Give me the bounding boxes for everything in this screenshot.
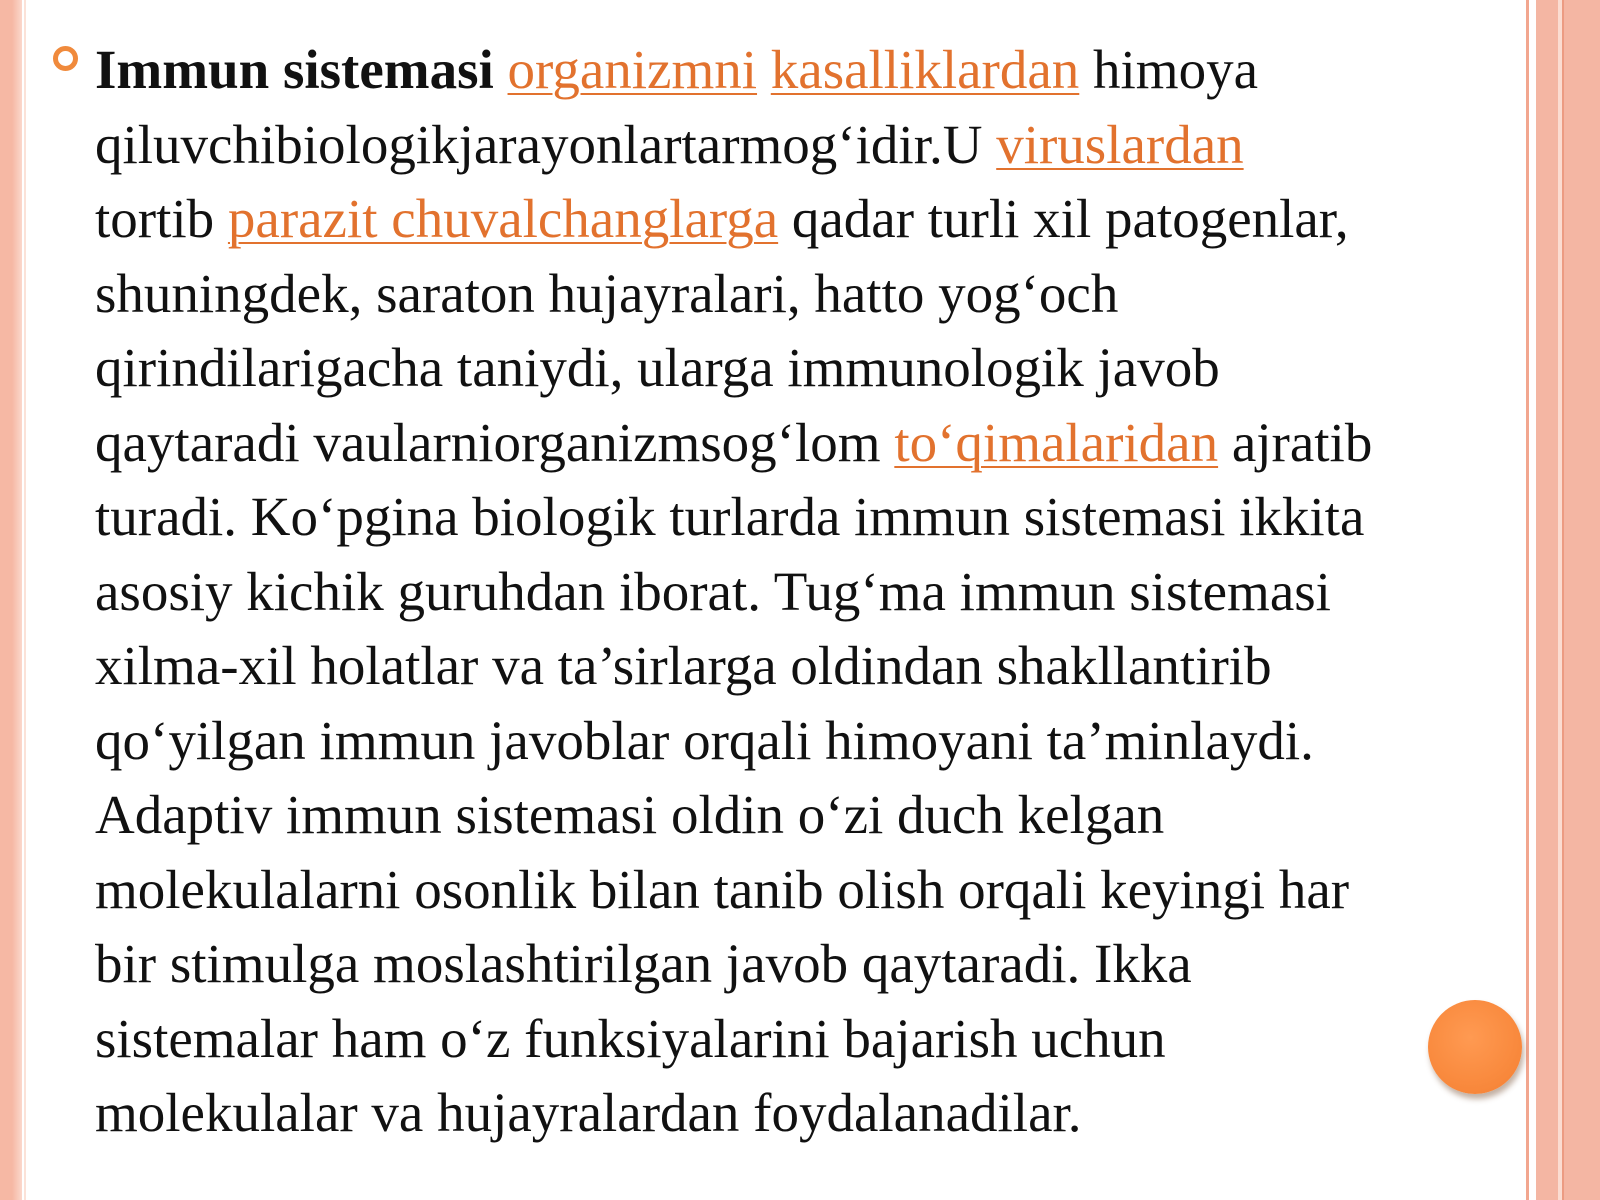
text-segment: bir stimulga moslashtirilgan javob qaytaradi. Ikka [95, 933, 1192, 994]
hyperlink[interactable]: viruslardan [996, 113, 1244, 175]
text-segment: turadi. Ko‘pgina biologik turlarda immun sistemasi ikkita [95, 486, 1365, 547]
text-line [95, 33, 1535, 108]
hyperlink[interactable]: organizmni [507, 39, 758, 100]
orange-circle-decoration [1428, 1000, 1522, 1094]
text-line [95, 704, 1535, 779]
text-line [95, 629, 1535, 704]
hyperlink[interactable]: kasalliklardan [770, 39, 1080, 100]
hyperlink[interactable]: to‘qimalaridan [894, 411, 1219, 473]
text-segment: Adaptiv immun sistemasi oldin o‘zi duch kelgan [95, 784, 1165, 845]
text-segment [757, 39, 771, 100]
text-line [95, 331, 1535, 406]
text-segment: tortib [95, 188, 228, 249]
text-line [95, 480, 1535, 555]
right-frame-line [1562, 0, 1564, 1200]
text-line [95, 1076, 1535, 1151]
text-segment: molekulalarni osonlik bilan tanib olish orqali keyingi har [95, 858, 1350, 920]
text-segment: ajratib [1218, 411, 1373, 473]
slide-heading-term: Immun sistemasi [95, 39, 494, 100]
text-segment: qiluvchibiologikjarayonlartarmog‘idir.U [95, 113, 997, 175]
text-segment: qaytaradi vaularniorganizmsog‘lom [95, 411, 895, 473]
text-segment: qirindilarigacha taniydi, ularga immunologik javob [95, 337, 1220, 398]
hollow-circle-bullet-icon [53, 46, 78, 71]
text-segment: shuningdek, saraton hujayralari, hatto yog‘och [95, 262, 1119, 324]
text-line [95, 927, 1535, 1002]
text-line [95, 1002, 1535, 1077]
text-segment: qadar turli xil patogenlar, [778, 188, 1349, 249]
text-line [95, 406, 1535, 481]
text-segment [494, 39, 508, 100]
text-segment: xilma-xil holatlar va ta’sirlarga oldindan shakllantirib [95, 635, 1272, 696]
text-line [95, 182, 1535, 257]
text-line [95, 778, 1535, 853]
text-segment: asosiy kichik guruhdan iborat. Tug‘ma immun sistemasi [95, 560, 1331, 622]
hyperlink[interactable]: parazit chuvalchanglarga [227, 188, 779, 249]
left-frame-bar [0, 0, 22, 1200]
text-segment: qo‘yilgan immun javoblar orqali himoyani ta’minlaydi. [95, 709, 1314, 771]
slide-body-text [95, 33, 1535, 1151]
text-segment: molekulalar va hujayralardan foydalanadilar. [95, 1082, 1082, 1143]
text-line [95, 257, 1535, 332]
text-line [95, 555, 1535, 630]
text-segment: himoya [1079, 39, 1259, 100]
text-segment: sistemalar ham o‘z funksiyalarini bajarish uchun [95, 1007, 1166, 1069]
text-line [95, 853, 1535, 928]
left-frame-line [24, 0, 26, 1200]
text-line [95, 108, 1535, 183]
